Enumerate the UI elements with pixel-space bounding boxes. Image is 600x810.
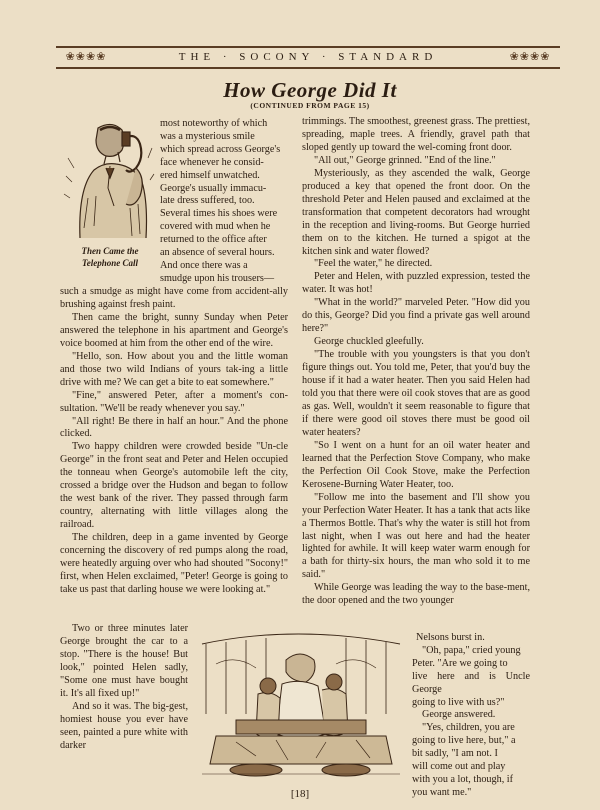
paragraph: "Hello, son. How about you and the little woman and those two wild Indians of yours tak-ing a little drive with me? We can get a bite to eat somewhere.": [60, 350, 288, 388]
text-line: late dress suffered, too.: [160, 195, 255, 207]
caption-line-2: Telephone Call: [82, 258, 138, 268]
text-line: will come out and play: [412, 761, 506, 773]
paragraph: Two or three minutes later George brought the car to a stop. "There is the house! But look," pointed Helen sadly, "Some one must have bought it. It's all fixed up!": [60, 623, 188, 699]
paragraph: "Follow me into the basement and I'll show you your Perfection Water Heater. It has a tank that acts like a Thermos Bottle. That's why the water is still hot from last night, when I was out here and had the heater lighted for awhile. It will keep water warm enough for a bath for thirty-six hours, the man who sold it to me said.": [302, 491, 530, 581]
article-title: How George Did It: [223, 78, 397, 102]
text-line: returned to the office after: [160, 234, 267, 246]
paragraph: "All right! Be there in half an hour." And the phone clicked.: [60, 415, 288, 440]
text-line: live here and is Uncle George: [412, 670, 530, 695]
left-column-wrap: [160, 118, 288, 286]
left-column-main: [60, 286, 288, 597]
text-line: smudge upon his trousers—: [160, 272, 275, 284]
text-line: ered himself unwatched.: [160, 169, 260, 181]
text-line: covered with mud when he: [160, 221, 271, 233]
text-line: with you a lot, though, if: [412, 773, 514, 785]
paragraph: George chuckled gleefully.: [314, 336, 424, 348]
text-line: George answered.: [422, 709, 496, 721]
paragraph: The children, deep in a game invented by George concerning the discovery of red pumps along the road, were heatedly arguing over who had shouted "Socony!" first, when Helen exclaimed, "Peter! George is going to take us past that darling house we were looking at.": [60, 532, 288, 595]
masthead-top-rule: [56, 46, 560, 48]
paragraph: "All out," George grinned. "End of the line.": [314, 154, 496, 166]
paragraph: "Fine," answered Peter, after a moment's con-sultation. "We'll be ready whenever you say.": [60, 389, 288, 414]
caption-line-1: Then Came the: [81, 246, 139, 256]
masthead: [56, 46, 560, 68]
text-line: Several times his shoes were: [160, 208, 278, 220]
text-line: George's usually immacu-: [160, 182, 267, 194]
left-column-bottom: [60, 623, 188, 753]
text-line: Peter. "Are we going to: [412, 657, 508, 669]
kitchen-scene-illustration: [196, 624, 406, 784]
paragraph: "The trouble with you youngsters is that you don't figure things out. You told me, Peter, that you'd buy the house if it had a water heater. Then you said Helen had told you that there were oil cook stoves that are as good as gas. Well, wouldn't it seem reasonable to figure that if there were good oil stoves there must be good oil water heaters?: [302, 349, 530, 438]
text-line: face whenever he consid-: [160, 156, 264, 168]
text-line: Nelsons burst in.: [416, 632, 485, 643]
paragraph: "So I went on a hunt for an oil water heater and learned that the Perfection Stove Company, who make the Perfection Oil Cook Stove, make the Perfection Kerosene-Burning Water Heater, too.: [302, 439, 530, 490]
paragraph: such a smudge as might have come from accident-ally brushing against fresh paint.: [60, 286, 288, 310]
man-on-telephone-illustration: [60, 118, 160, 243]
paragraph: Mysteriously, as they ascended the walk, George produced a key that opened the front door. On the threshold Peter and Helen paused and exclaimed at the transformation that competent decorators had wrought in the reception and living-rooms. But George hurried them on to the kitchen. He turned a spigot at the kitchen sink and water flowed?: [302, 167, 530, 257]
text-line: going to live with us?": [412, 696, 505, 708]
paragraph: Peter and Helen, with puzzled expression, tested the water. It was hot!: [302, 271, 530, 296]
article-subtitle: (CONTINUED FROM PAGE 15): [250, 101, 370, 110]
paragraph: While George was leading the way to the base-ment, the door opened and the two younger: [302, 582, 530, 607]
text-line: bit sadly, "I am not. I: [412, 748, 498, 760]
text-line: you want me.": [412, 786, 472, 798]
floral-ornament-right: ❀❀❀❀: [509, 51, 551, 63]
masthead-title: THE · SOCONY · STANDARD: [178, 51, 438, 63]
text-line: an absence of several hours.: [160, 247, 275, 259]
paragraph: Then came the bright, sunny Sunday when Peter answered the telephone in his apartment and George's voice boomed at him from the other end of the wire.: [60, 311, 288, 349]
paragraph: "Feel the water," he directed.: [314, 258, 433, 270]
paragraph: trimmings. The smoothest, greenest grass. The prettiest, spreading, maple trees. A friendly, gravel path that sloped gently up toward the wel-coming front door.: [302, 116, 530, 153]
paragraph: And so it was. The big-gest, homiest house you ever have seen, painted a pure white with darker: [60, 700, 188, 751]
text-line: which spread across George's: [160, 143, 281, 155]
text-line: most noteworthy of which: [160, 118, 268, 129]
text-line: "Yes, children, you are: [422, 722, 515, 734]
text-line: was a mysterious smile: [160, 130, 255, 142]
masthead-bottom-rule: [56, 67, 560, 69]
text-line: And once there was a: [160, 259, 248, 271]
text-line: going to live here, but," a: [412, 735, 516, 747]
text-line: "Oh, papa," cried young: [422, 644, 521, 656]
right-column-main: [302, 116, 530, 608]
floral-ornament-left: ❀❀❀❀: [65, 51, 107, 63]
paragraph: "What in the world?" marveled Peter. "How did you do this, George? Did you find a private gas well around here?": [302, 297, 530, 335]
page-number: [18]: [290, 788, 310, 800]
paragraph: Two happy children were crowded beside "Un-cle George" in the front seat and Peter and Helen occupied the tonneau when George's automobile left the city, crossed a bridge over the Hudson and began to follow the west bank of the river. They passed through farm country, alternating with little villages along the railroad.: [60, 441, 288, 531]
illustration-caption: [64, 245, 156, 269]
right-column-wrap: [412, 632, 530, 800]
